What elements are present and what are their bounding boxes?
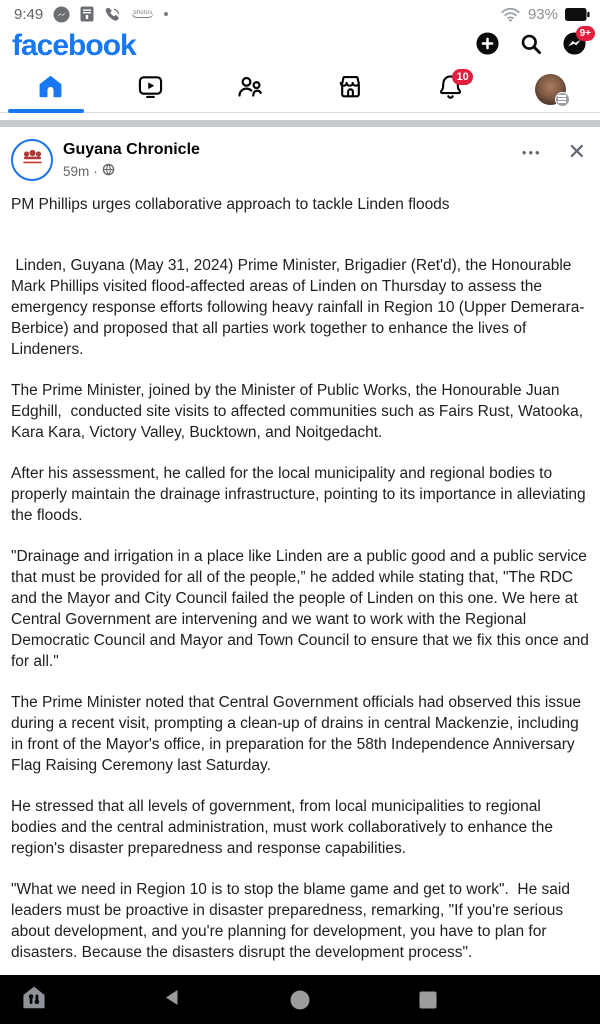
- facebook-header: [0, 26, 600, 66]
- video-icon: [137, 73, 164, 105]
- facebook-logo: facebook: [12, 29, 136, 62]
- post-meta: [63, 163, 200, 179]
- status-bar: [0, 0, 600, 26]
- tab-profile[interactable]: [500, 66, 600, 112]
- bible-app-icon: [80, 6, 94, 22]
- tab-bar: [0, 66, 600, 113]
- globe-icon: [102, 163, 115, 179]
- battery-percent: 93%: [527, 5, 558, 23]
- plus-icon: [475, 31, 500, 61]
- device-home-button[interactable]: [21, 984, 48, 1016]
- status-bar-right: [500, 6, 590, 23]
- notification-dot: [164, 12, 168, 16]
- tab-friends[interactable]: [200, 66, 300, 112]
- post-paragraph: The Prime Minister noted that Central Government officials had observed this issue during a recent visit, prompting a clean-up of drains in central Mackenzie, including in front of the Mayor's office, in preparation for the 58th Independence Anniversary Flag Raising Ceremony last Saturday.: [11, 694, 586, 774]
- friends-icon: [236, 73, 264, 106]
- post-paragraph: "Drainage and irrigation in a place like Linden are a public good and a public service that must be provided for all of the people,” he added while stating that, "The RDC and the Mayor and City Council failed the people of Linden on this one. We here at Central Government are intervening and we want to work with the Regional Democratic Council and Mayor and Town Council to ensure that we fix this once and for all.": [11, 548, 594, 670]
- post-paragraph: After his assessment, he called for the local municipality and regional bodies to properly maintain the drainage infrastructure, pointing to its importance in alleviating the floods.: [11, 465, 590, 524]
- post-body: [11, 255, 594, 963]
- post-paragraph: He stressed that all levels of government, from local municipalities to regional bodies and the central administration, must work collaboratively to enhance the region's disaster preparedness and response capabilities.: [11, 798, 558, 857]
- marketplace-icon: [337, 73, 364, 105]
- tab-marketplace[interactable]: [300, 66, 400, 112]
- search-button[interactable]: [519, 32, 543, 61]
- post-head-text: [63, 139, 200, 179]
- recents-button[interactable]: [420, 991, 437, 1008]
- post-menu-button[interactable]: •••: [521, 144, 542, 160]
- phone-call-icon: [104, 6, 121, 23]
- tab-watch[interactable]: [100, 66, 200, 112]
- post-paragraph: "What we need in Region 10 is to stop the blame game and get to work". He said leaders must be proactive in disaster preparedness, remarking, "If you're serious about development, and you're planning for development, you have to plan for disasters. Because the disasters disrupt the development process".: [11, 881, 575, 961]
- page-name[interactable]: Guyana Chronicle: [63, 141, 200, 158]
- spacer: [0, 113, 600, 120]
- create-post-button[interactable]: [475, 31, 500, 61]
- post-head-actions: [522, 141, 586, 163]
- tab-notifications[interactable]: [400, 66, 500, 112]
- back-button[interactable]: [162, 987, 182, 1012]
- photos-app-icon: photos: [133, 10, 153, 16]
- page-avatar[interactable]: [11, 139, 53, 181]
- status-bar-left: [14, 6, 168, 23]
- tab-home[interactable]: [0, 66, 100, 112]
- home-button[interactable]: [291, 990, 310, 1009]
- clock: 9:49: [14, 5, 44, 23]
- header-actions: [475, 27, 591, 61]
- post-timestamp: 59m: [63, 163, 90, 179]
- post-card: [0, 127, 600, 963]
- profile-avatar: [535, 74, 566, 105]
- post-header: [11, 139, 590, 181]
- messenger-button[interactable]: [562, 27, 591, 61]
- menu-icon: [555, 92, 570, 107]
- wifi-icon: [500, 6, 521, 22]
- home-icon: [37, 73, 64, 105]
- post-title: PM Phillips urges collaborative approach to tackle Linden floods: [11, 196, 450, 213]
- guyana-chronicle-logo-icon: [19, 144, 46, 176]
- messenger-icon: [53, 6, 70, 23]
- search-icon: [519, 32, 543, 61]
- meta-separator: ·: [93, 163, 98, 179]
- android-nav-bar: [0, 975, 600, 1024]
- post-paragraph: The Prime Minister, joined by the Minister of Public Works, the Honourable Juan Edghill, conducted site visits to affected communities such as Fairs Rust, Watooka, Kara Kara, Victory Valley, Bucktown, and Noitgedacht.: [11, 382, 588, 441]
- post-paragraph: Linden, Guyana (May 31, 2024) Prime Minister, Brigadier (Ret'd), the Honourable Mark Phillips visited flood-affected areas of Linden on Thursday to assess the emergency response efforts following heavy rainfall in Region 10 (Upper Demerara-Berbice) and proposed that all parties work together to enhance the lives of Lindeners.: [11, 257, 585, 358]
- close-icon[interactable]: ✕: [567, 139, 586, 164]
- feed-divider: [0, 120, 600, 127]
- active-tab-indicator: [8, 109, 84, 113]
- back-icon: [162, 987, 182, 1012]
- notifications-badge: 10: [452, 69, 473, 85]
- device-home-icon: [21, 984, 48, 1016]
- messenger-badge: 9+: [576, 26, 595, 41]
- battery-icon: [565, 8, 590, 21]
